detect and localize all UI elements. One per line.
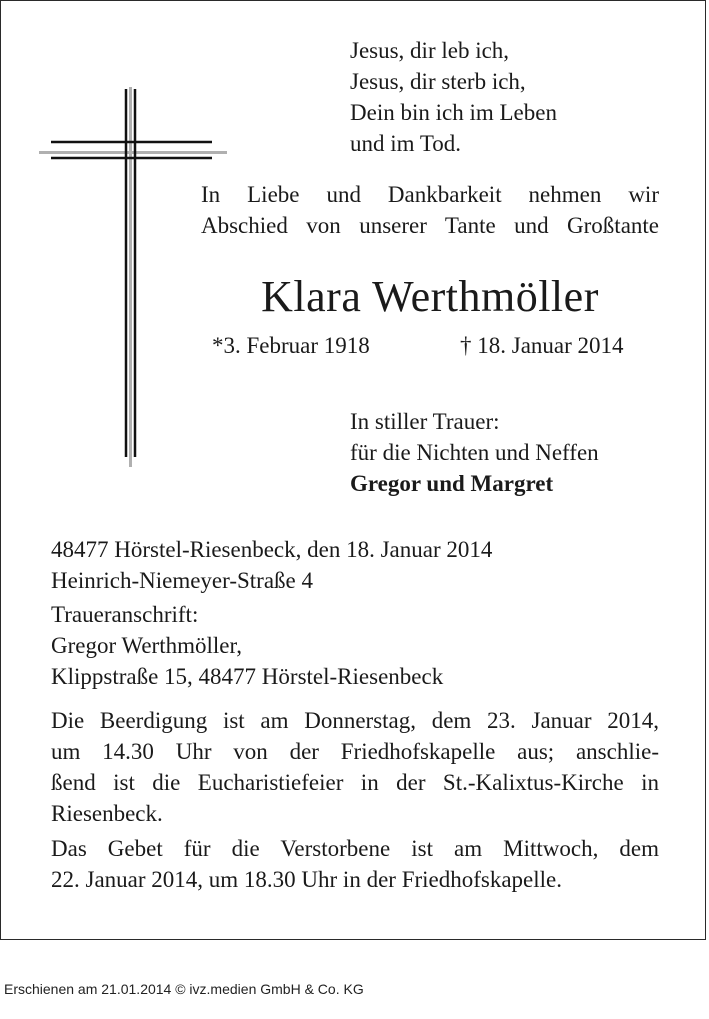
- verse-line: Jesus, dir sterb ich,: [350, 69, 526, 94]
- funeral-line: ßend ist die Eucharistiefeier in der St.-Kalixtus-Kirche in: [51, 770, 659, 795]
- place-date-line: 48477 Hörstel-Riesenbeck, den 18. Januar 2014: [51, 537, 493, 562]
- deceased-name: Klara Werthmöller: [261, 272, 599, 321]
- publication-credit: Erschienen am 21.01.2014 © ivz.medien GmbH & Co. KG: [4, 981, 364, 997]
- prayer-line: 22. Januar 2014, um 18.30 Uhr in der Friedhofskapelle.: [51, 867, 563, 892]
- death-date: † 18. Januar 2014: [460, 333, 624, 358]
- funeral-line: Riesenbeck.: [51, 801, 163, 826]
- verse-line: und im Tod.: [350, 131, 462, 156]
- funeral-notice: [51, 705, 659, 829]
- funeral-line: Die Beerdigung ist am Donnerstag, dem 23. Januar 2014,: [51, 708, 659, 733]
- intro-line: Abschied von unserer Tante und Großtante: [201, 213, 659, 238]
- birth-date: *3. Februar 1918: [212, 333, 370, 358]
- mourning-signature: [350, 406, 599, 499]
- funeral-line: um 14.30 Uhr von der Friedhofskapelle aus; anschlie-: [51, 739, 659, 764]
- address-line: Klippstraße 15, 48477 Hörstel-Riesenbeck: [51, 664, 444, 689]
- address-line: Traueranschrift:: [51, 602, 199, 627]
- place-date-line: Heinrich-Niemeyer-Straße 4: [51, 568, 314, 593]
- prayer-notice: [51, 833, 659, 895]
- intro-text: [201, 179, 659, 241]
- signers-names: Gregor und Margret: [350, 471, 554, 496]
- verse-line: Jesus, dir leb ich,: [350, 38, 510, 63]
- place-date: [51, 534, 492, 596]
- address-line: Gregor Werthmöller,: [51, 633, 242, 658]
- prayer-line: Das Gebet für die Verstorbene ist am Mittwoch, dem: [51, 836, 659, 861]
- intro-line: In Liebe und Dankbarkeit nehmen wir: [201, 182, 659, 207]
- mourning-address: [51, 599, 443, 692]
- verse-line: Dein bin ich im Leben: [350, 100, 557, 125]
- mourning-line: für die Nichten und Neffen: [350, 440, 599, 465]
- bible-verse: [350, 35, 557, 159]
- mourning-line: In stiller Trauer:: [350, 409, 500, 434]
- life-dates: [212, 330, 624, 361]
